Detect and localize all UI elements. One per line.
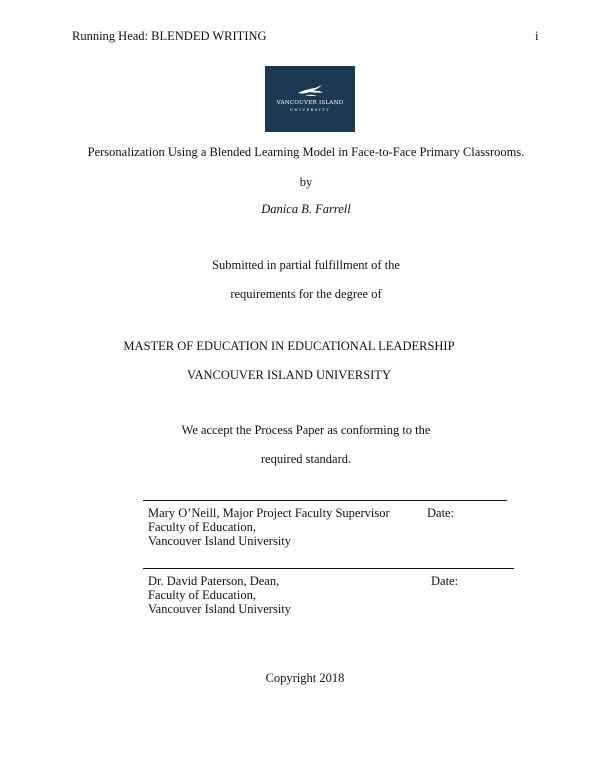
author-name: Danica B. Farrell xyxy=(261,202,351,216)
running-head: Running Head: BLENDED WRITING xyxy=(72,29,267,43)
bird-icon xyxy=(265,66,355,132)
signer-university: Vancouver Island University xyxy=(148,602,292,616)
signature-line xyxy=(143,568,514,569)
by-label: by xyxy=(299,175,313,189)
copyright-notice: Copyright 2018 xyxy=(265,671,345,685)
submission-line-1: Submitted in partial fulfillment of the xyxy=(212,258,400,272)
acceptance-line-1: We accept the Process Paper as conforming to the xyxy=(181,423,431,437)
signer-faculty: Faculty of Education, xyxy=(148,588,256,602)
institution-name: VANCOUVER ISLAND UNIVERSITY xyxy=(187,368,391,382)
university-logo xyxy=(265,66,355,132)
paper-title: Personalization Using a Blended Learning Model in Face-to-Face Primary Classrooms. xyxy=(87,145,525,159)
date-label: Date: xyxy=(431,574,459,588)
signature-line xyxy=(143,500,507,501)
date-label: Date: xyxy=(427,506,455,520)
logo-wordmark: VANCOUVER ISLAND xyxy=(276,100,344,106)
submission-line-2: requirements for the degree of xyxy=(230,287,382,301)
degree-name: MASTER OF EDUCATION IN EDUCATIONAL LEADERSHIP xyxy=(123,339,455,353)
signer-name: Dr. David Paterson, Dean, xyxy=(148,574,280,588)
signer-university: Vancouver Island University xyxy=(148,534,292,548)
logo-subtitle: UNIVERSITY xyxy=(289,108,331,112)
page-number: i xyxy=(535,29,539,43)
acceptance-line-2: required standard. xyxy=(260,452,352,466)
signer-name: Mary O’Neill, Major Project Faculty Supervisor xyxy=(148,506,390,520)
signer-faculty: Faculty of Education, xyxy=(148,520,256,534)
